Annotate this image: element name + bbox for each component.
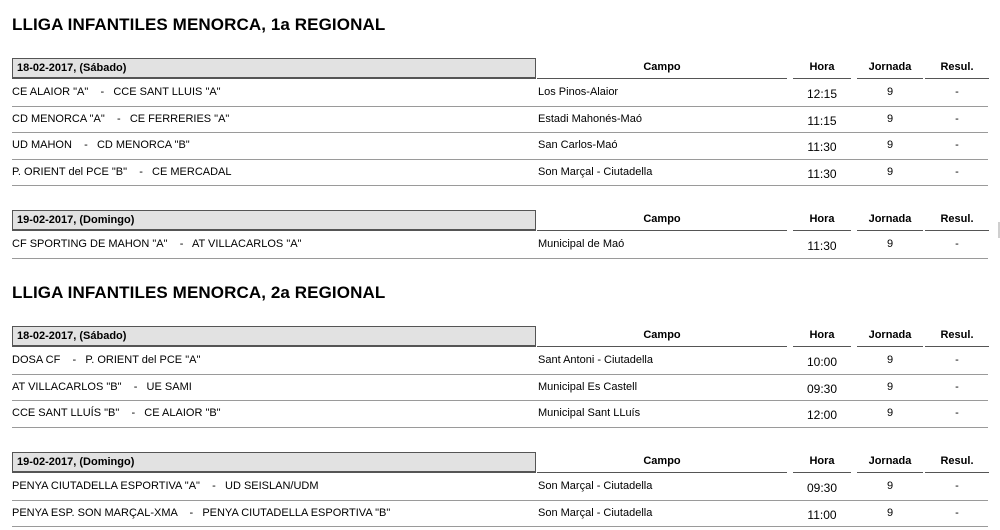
- match-result: -: [955, 480, 959, 492]
- match-round: 9: [886, 506, 894, 519]
- match-field: Municipal Sant LLuís: [538, 407, 641, 419]
- group-header: [0, 326, 1000, 348]
- column-header-resul: Resul.: [925, 58, 989, 79]
- match-group: [0, 452, 1000, 527]
- match-teams: CCE SANT LLUÍS "B" - CE ALAIOR "B": [12, 407, 221, 419]
- match-round: 9: [886, 86, 894, 98]
- match-field: Son Marçal - Ciutadella: [538, 165, 653, 178]
- column-header-jornada: Jornada: [857, 326, 923, 347]
- match-time: 11:30: [807, 140, 837, 154]
- match-result: -: [955, 238, 959, 250]
- section-title-1a-regional: LLIGA INFANTILES MENORCA, 1a REGIONAL: [12, 15, 386, 34]
- column-header-hora: Hora: [793, 58, 851, 79]
- column-header-campo: Campo: [537, 210, 787, 231]
- match-round: 9: [886, 407, 894, 419]
- column-header-resul: Resul.: [925, 452, 989, 473]
- match-round: 9: [886, 380, 894, 393]
- section-title-2a-regional: LLIGA INFANTILES MENORCA, 2a REGIONAL: [12, 283, 386, 302]
- match-teams: PENYA CIUTADELLA ESPORTIVA "A" - UD SEISLAN/UDM: [12, 480, 319, 492]
- match-round: 9: [886, 238, 894, 250]
- match-field: Estadi Mahonés-Maó: [538, 112, 642, 125]
- match-group: [0, 326, 1000, 428]
- table-row: [12, 80, 988, 107]
- match-result: -: [955, 165, 959, 178]
- match-time: 12:00: [806, 408, 838, 422]
- match-group: [0, 210, 1000, 259]
- match-time: 10:00: [806, 355, 838, 369]
- match-round: 9: [886, 112, 894, 125]
- match-field: Municipal Es Castell: [538, 380, 638, 393]
- date-label: 18-02-2017, (Sábado): [12, 58, 536, 79]
- table-row: [12, 348, 988, 375]
- column-header-resul: Resul.: [925, 326, 989, 347]
- date-label: 19-02-2017, (Domingo): [12, 210, 536, 231]
- group-header: [0, 58, 1000, 80]
- match-time: 09:30: [806, 381, 838, 396]
- table-row: [12, 107, 988, 134]
- match-time: 11:15: [807, 113, 837, 128]
- match-field: Sant Antoni - Ciutadella: [538, 354, 653, 366]
- match-field: Los Pinos-Alaior: [538, 86, 619, 98]
- group-header: [0, 452, 1000, 474]
- column-header-campo: Campo: [537, 452, 787, 473]
- date-label: 18-02-2017, (Sábado): [12, 326, 536, 347]
- match-time: 11:30: [807, 239, 837, 253]
- match-teams: UD MAHON - CD MENORCA "B": [12, 139, 190, 151]
- match-teams: PENYA ESP. SON MARÇAL-XMA - PENYA CIUTADELLA ESPORTIVA "B": [12, 506, 391, 519]
- table-row: [12, 501, 988, 528]
- match-result: -: [955, 354, 959, 366]
- match-teams: CF SPORTING DE MAHON "A" - AT VILLACARLOS "A": [12, 238, 302, 250]
- match-time: 11:00: [807, 507, 837, 522]
- column-header-campo: Campo: [537, 58, 787, 79]
- match-field: Son Marçal - Ciutadella: [538, 506, 653, 519]
- table-row: [12, 232, 988, 259]
- table-row: [12, 401, 988, 428]
- match-round: 9: [886, 480, 894, 492]
- match-time: 11:30: [807, 166, 837, 181]
- match-time: 09:30: [806, 481, 838, 495]
- match-teams: CD MENORCA "A" - CE FERRERIES "A": [12, 112, 230, 125]
- table-row: [12, 474, 988, 501]
- table-row: [12, 133, 988, 160]
- match-result: -: [955, 506, 959, 519]
- match-round: 9: [886, 139, 894, 151]
- match-teams: CE ALAIOR "A" - CCE SANT LLUIS "A": [12, 86, 221, 98]
- table-row: [12, 160, 988, 187]
- match-teams: AT VILLACARLOS "B" - UE SAMI: [12, 380, 192, 393]
- table-row: [12, 375, 988, 402]
- match-field: Son Marçal - Ciutadella: [538, 480, 653, 492]
- column-header-jornada: Jornada: [857, 210, 923, 231]
- group-header: [0, 210, 1000, 232]
- match-group: [0, 58, 1000, 186]
- match-result: -: [955, 86, 959, 98]
- match-field: San Carlos-Maó: [538, 139, 618, 151]
- column-header-hora: Hora: [793, 210, 851, 231]
- match-teams: DOSA CF - P. ORIENT del PCE "A": [12, 354, 201, 366]
- column-header-jornada: Jornada: [857, 452, 923, 473]
- column-header-jornada: Jornada: [857, 58, 923, 79]
- match-time: 12:15: [806, 87, 838, 101]
- match-round: 9: [886, 165, 894, 178]
- column-header-hora: Hora: [793, 326, 851, 347]
- match-teams: P. ORIENT del PCE "B" - CE MERCADAL: [12, 165, 232, 178]
- column-header-resul: Resul.: [925, 210, 989, 231]
- match-result: -: [955, 380, 959, 393]
- column-header-campo: Campo: [537, 326, 787, 347]
- match-field: Municipal de Maó: [538, 238, 625, 250]
- date-label: 19-02-2017, (Domingo): [12, 452, 536, 473]
- match-result: -: [955, 407, 959, 419]
- match-round: 9: [886, 354, 894, 366]
- match-result: -: [955, 112, 959, 125]
- column-header-hora: Hora: [793, 452, 851, 473]
- match-result: -: [955, 139, 959, 151]
